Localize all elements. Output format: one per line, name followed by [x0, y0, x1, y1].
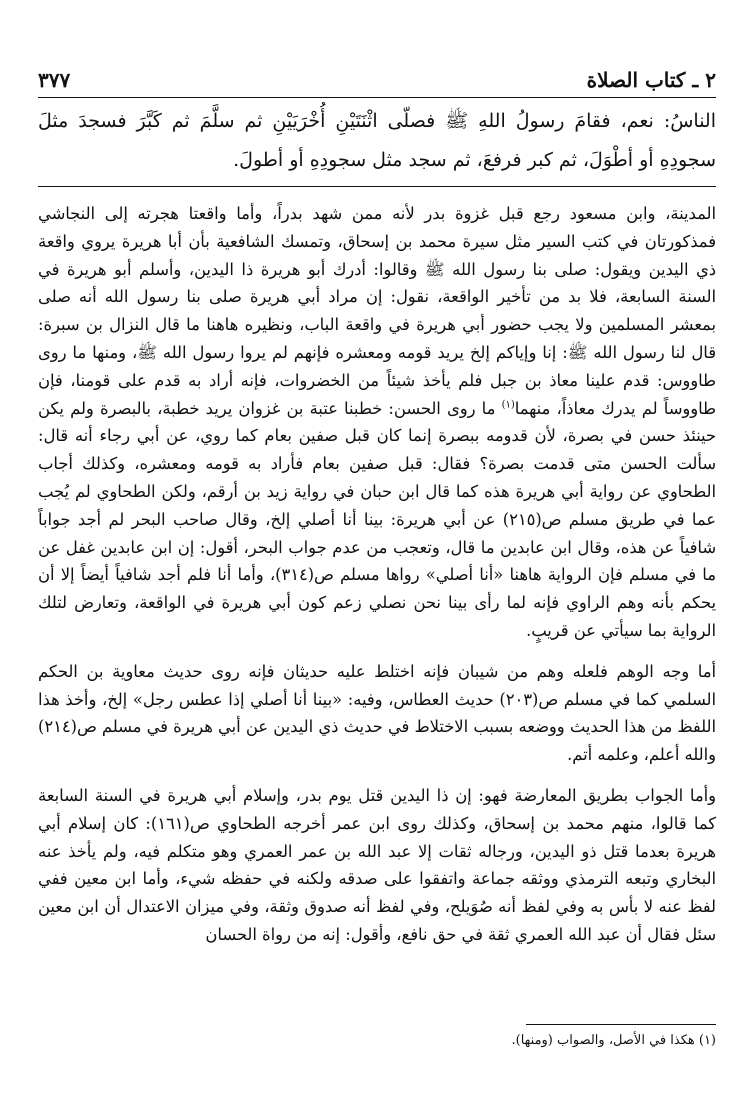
footnote-divider — [526, 1024, 716, 1025]
hadith-divider — [38, 186, 716, 187]
book-page — [38, 40, 716, 1080]
commentary-paragraph-1 — [38, 200, 716, 645]
chapter-title: ٢ ـ كتاب الصلاة — [586, 68, 716, 92]
commentary-paragraph-3: وأما الجواب بطريق المعارضة فهو: إن ذا اليدين قتل يوم بدر، وإسلام أبي هريرة في السنة السابعة كما قالوا، منهم محمد بن إسحاق، وكذلك روى ابن عمر أخرجه الطحاوي ص(١٦١): كان إسلام أبي هريرة بعدما قتل ذو اليدين، ورجاله ثقات إلا عبد الله بن عمر العمري وهو متكلم فيه، ولم يأخذ عنه البخاري وتبعه الترمذي ووثقه جماعة واتفقوا على صدقه ولكنه في حفظه شيء، وأما ابن معين ففي لفظ عنه لا بأس به وفي لفظ أنه صُوَيلح، وفي لفظ أنه صدوق وثقة، وفي ميزان الاعتدال أن ابن معين سئل فقال أن عبد الله العمري ثقة في حق نافع، وأقول: إنه من رواة الحسان — [38, 785, 716, 944]
page-number: ٣٧٧ — [38, 68, 71, 92]
commentary-text: المدينة، وابن مسعود رجع قبل غزوة بدر لأنه ممن شهد بدراً، وأما واقعتا هجرته إلى النجاشي فمذكورتان في كتب السير مثل سيرة محمد بن إسحاق، وتمسك الشافعية بأن أبا هريرة يروي واقعة ذي اليدين ويقول: صلى بنا رسول الله ﷺ وقالوا: أدرك أبو هريرة ذا اليدين، وأسلم أبو هريرة في السنة السابعة، فلا بد من تأخير الواقعة، نقول: إن مراد أبي هريرة صلى بنا رسول الله أنه صلى بمعشر المسلمين ولا يجب حضور أبي هريرة في واقعة الباب، ونظيره هاهنا ما قال النزال بن سبرة: قال لنا رسول الله ﷺ: إنا وإياكم إلخ يريد قومه ومعشره فإنهم لم يروا رسول الله ﷺ، ومنها ما روى طاووس: قدم علينا معاذ بن جبل فلم يأخذ شيئاً من الخضروات، فإنه أراد به قدم على قومنا، فإن طاووساً لم يدرك معاذاً، منهما — [38, 204, 716, 418]
commentary-text: ما روى الحسن: خطبنا عتبة بن غزوان يريد خطبة، بالبصرة ولم يكن حينئذ حسن في بصرة، لأن قدومه ببصرة إنما كان قبل صفين بعام كما روي، عن أبي رجاء أنه قال: سألت الحسن متى قدمت بصرة؟ فقال: قبل صفين بعام فأراد به قومه ومعشره، وكذلك أجاب الطحاوي عن رواية أبي هريرة هذه كما قال ابن حبان في رواية زيد بن أرقم، ولكن الطحاوي لم يُجب عما في طريق مسلم ص(٢١٥) عن أبي هريرة: بينا أنا أصلي إلخ، وقال صاحب البحر لم أجد جواباً شافياً عن هذه، وقال ابن عابدين ما قال، وتعجب من عدم جواب البحر، أقول: إن ابن عابدين غفل عن ما في مسلم فإن الرواية هاهنا «أنا أصلي» رواها مسلم ص(٣١٤)، وأما أنا فلم أجد شافياً أيضاً إلا أن يحكم بأنه وهم الراوي فإنه لما رأى بينا نحن نصلي زعم كون أبي هريرة في الواقعة، وتعارض لتلك الرواية بما سيأتي عن قريبٍ. — [38, 398, 716, 640]
running-head — [38, 58, 716, 92]
commentary — [38, 200, 716, 949]
commentary-paragraph-2: أما وجه الوهم فلعله وهم من شيبان فإنه اختلط عليه حديثان فإنه روى حديث معاوية بن الحكم السلمي كما في مسلم ص(٢٠٣) حديث العطاس، وفيه: «بينا أنا أصلي إذا عطس رجل» إلخ، وأخذ هذا اللفظ من هذا الحديث ووضعه بسبب الاختلاط في حديث ذي اليدين عن أبي هريرة في مسلم ص(٢١٤) والله أعلم، وعلمه أتم. — [38, 661, 716, 765]
footnote-reference: (١) — [501, 399, 515, 411]
header-rule — [38, 97, 716, 98]
hadith-text: الناسُ: نعم، فقامَ رسولُ اللهِ ﷺ فصلّى اثْنَتَيْنِ أُخْرَيَيْنِ ثم سلَّمَ ثم كَبَّرَ فسجدَ مثلَ سجودِهِ أو أطْوَلَ، ثم كبر فرفعَ، ثم سجد مثل سجودِهِ أو أطولَ. — [38, 110, 716, 171]
footnote: (١) هكذا في الأصل، والصواب (ومنها). — [511, 1033, 716, 1048]
